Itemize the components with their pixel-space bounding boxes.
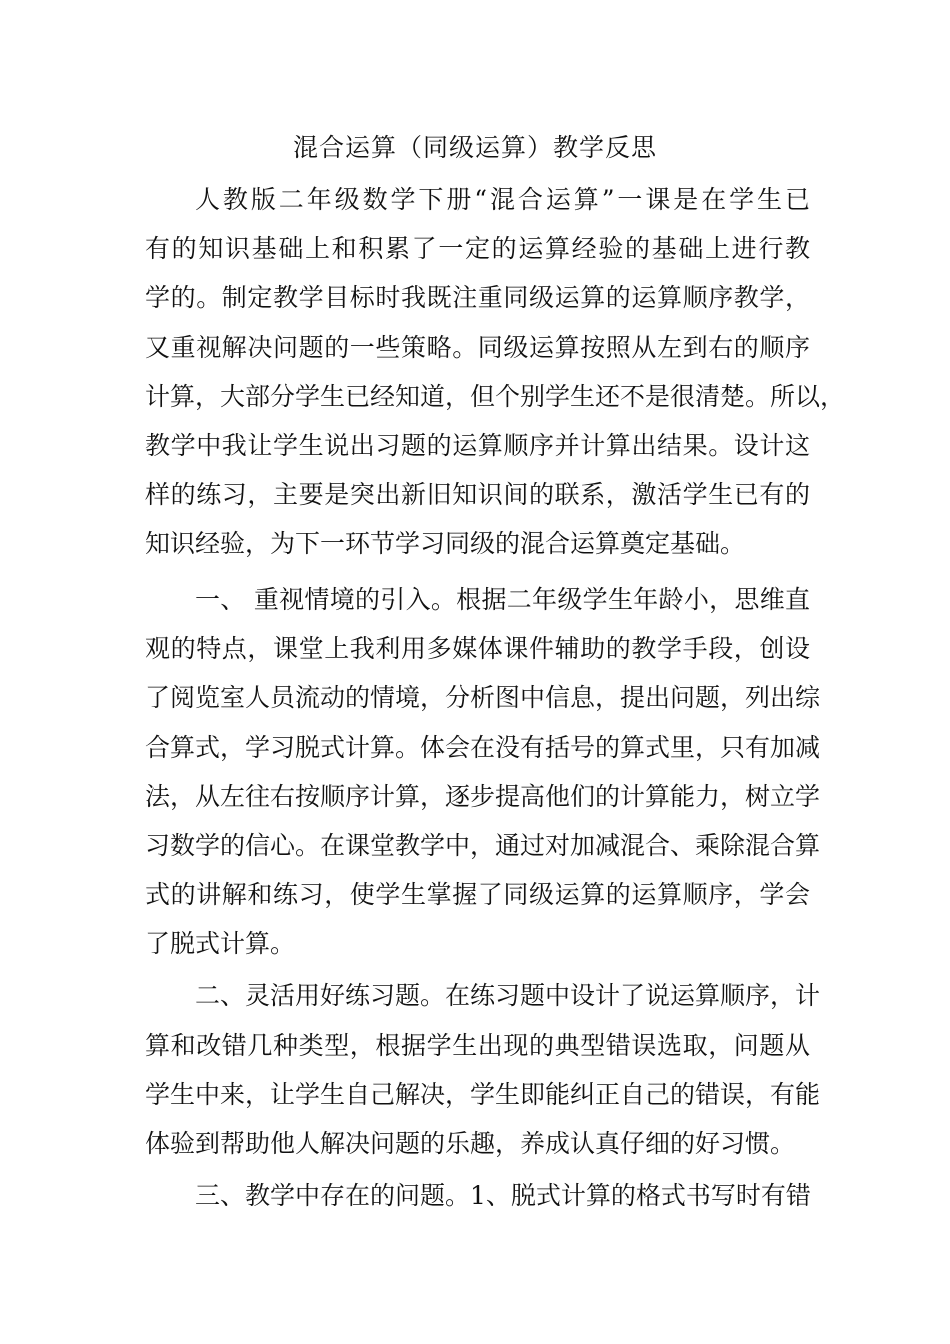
paragraph-line: 观的特点，课堂上我利用多媒体课件辅助的教学手段，创设: [145, 634, 810, 663]
paragraph-line: 人教版二年级数学下册“混合运算”一课是在学生已: [195, 185, 810, 214]
paragraph-line: 算和改错几种类型，根据学生出现的典型错误选取，问题从: [145, 1031, 810, 1060]
paragraph-line: 知识经验，为下一环节学习同级的混合运算奠定基础。: [145, 529, 746, 558]
paragraph-line: 计算，大部分学生已经知道，但个别学生还不是很清楚。所以，: [145, 382, 846, 411]
paragraph-line: 又重视解决问题的一些策略。同级运算按照从左到右的顺序: [145, 333, 810, 362]
paragraph-line: 二、灵活用好练习题。在练习题中设计了说运算顺序，计: [195, 981, 821, 1010]
paragraph-line: 体验到帮助他人解决问题的乐趣，养成认真仔细的好习惯。: [145, 1129, 796, 1158]
paragraph-line: 习数学的信心。在课堂教学中，通过对加减混合、乘除混合算: [145, 831, 821, 860]
paragraph-line: 合算式，学习脱式计算。体会在没有括号的算式里，只有加减: [145, 733, 821, 762]
document-title: 混合运算（同级运算）教学反思: [292, 133, 657, 162]
paragraph-line: 法，从左往右按顺序计算，逐步提高他们的计算能力，树立学: [145, 782, 821, 811]
paragraph-line: 学生中来，让学生自己解决，学生即能纠正自己的错误，有能: [145, 1080, 821, 1109]
paragraph-line: 三、教学中存在的问题。1、脱式计算的格式书写时有错: [195, 1181, 811, 1210]
paragraph-line: 式的讲解和练习，使学生掌握了同级运算的运算顺序，学会: [145, 880, 810, 909]
paragraph-line: 学的。制定教学目标时我既注重同级运算的运算顺序教学，: [145, 283, 810, 312]
paragraph-line: 有的知识基础上和积累了一定的运算经验的基础上进行教: [145, 234, 810, 263]
paragraph-line: 了脱式计算。: [145, 929, 296, 958]
paragraph-line: 了阅览室人员流动的情境，分析图中信息，提出问题，列出综: [145, 683, 821, 712]
paragraph-line: 样的练习，主要是突出新旧知识间的联系，激活学生已有的: [145, 480, 810, 509]
paragraph-line: 教学中我让学生说出习题的运算顺序并计算出结果。设计这: [145, 431, 810, 460]
paragraph-line: 一、 重视情境的引入。根据二年级学生年龄小，思维直: [195, 585, 810, 614]
